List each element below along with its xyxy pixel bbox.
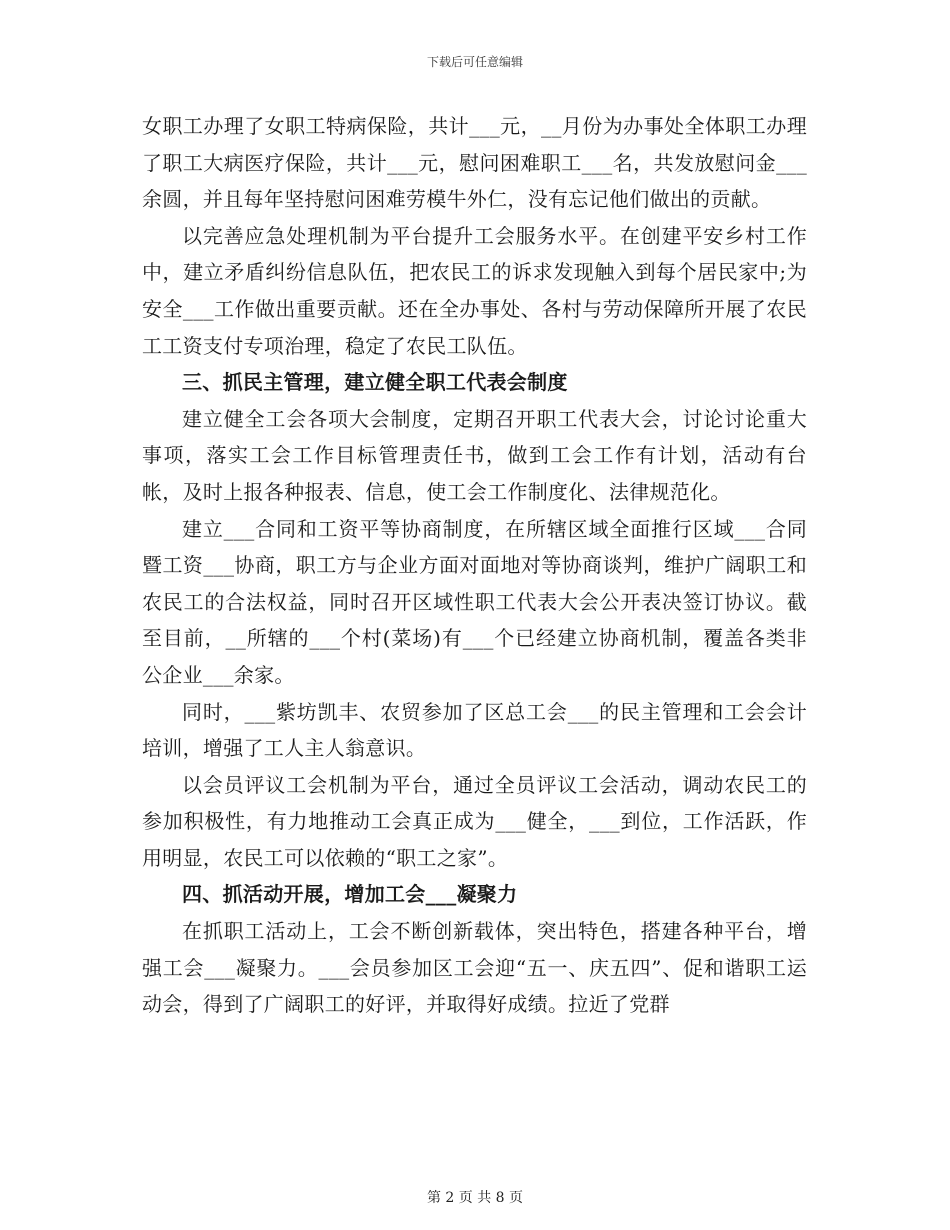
paragraph-female-worker-insurance: 女职工办理了女职工特病保险，共计___元，__月份为办事处全体职工办理了职工大病医疗保险，共计___元，慰问困难职工___名，共发放慰问金___余圆，并且每年坚持慰问困难劳模牛外仁，没有忘记他们做出的贡献。 [142,114,807,212]
section-heading-activities: 四、抓活动开展，增加工会___凝聚力 [182,882,518,907]
paragraph-training: 同时，___紫坊凯丰、农贸参加了区总工会___的民主管理和工会会计培训，增强了工人主人翁意识。 [142,699,807,761]
paragraph-congress-system: 建立健全工会各项大会制度，定期召开职工代表大会，讨论讨论重大事项，落实工会工作目标管理责任书，做到工会工作有计划，活动有台帐，及时上报各种报表、信息，使工会工作制度化、法律规范化。 [142,406,807,504]
paragraph-member-evaluation: 以会员评议工会机制为平台，通过全员评议工会活动，调动农民工的参加积极性，有力地推动工会真正成为___健全，___到位，工作活跃，作用明显，农民工可以依赖的“职工之家”。 [142,772,807,870]
paragraph-emergency-mechanism: 以完善应急处理机制为平台提升工会服务水平。在创建平安乡村工作中，建立矛盾纠纷信息队伍，把农民工的诉求发现触入到每个居民家中;为安全___工作做出重要贡献。还在全办事处、各村与劳动保障所开展了农民工工资支付专项治理，稳定了农民工队伍。 [142,223,807,358]
paragraph-wage-negotiation: 建立___合同和工资平等协商制度，在所辖区域全面推行区域___合同暨工资___协商，职工方与企业方面对面地对等协商谈判，维护广阔职工和农民工的合法权益，同时召开区域性职工代表大会公开表决签订协议。截至目前，__所辖的___个村(菜场)有___个已经建立协商机制，覆盖各类非公企业___余家。 [142,516,807,687]
section-heading-democratic-management: 三、抓民主管理，建立健全职工代表会制度 [182,370,568,395]
paragraph-worker-activities: 在抓职工活动上，工会不断创新载体，突出特色，搭建各种平台，增强工会___凝聚力。___会员参加区工会迎“五一、庆五四”、促和谐职工运动会，得到了广阔职工的好评，并取得好成绩。拉近了党群 [142,919,807,1017]
document-body [142,108,807,1023]
page-header: 下载后可任意编辑 [426,55,523,69]
page-number: 第 2 页 共 8 页 [426,1190,524,1206]
